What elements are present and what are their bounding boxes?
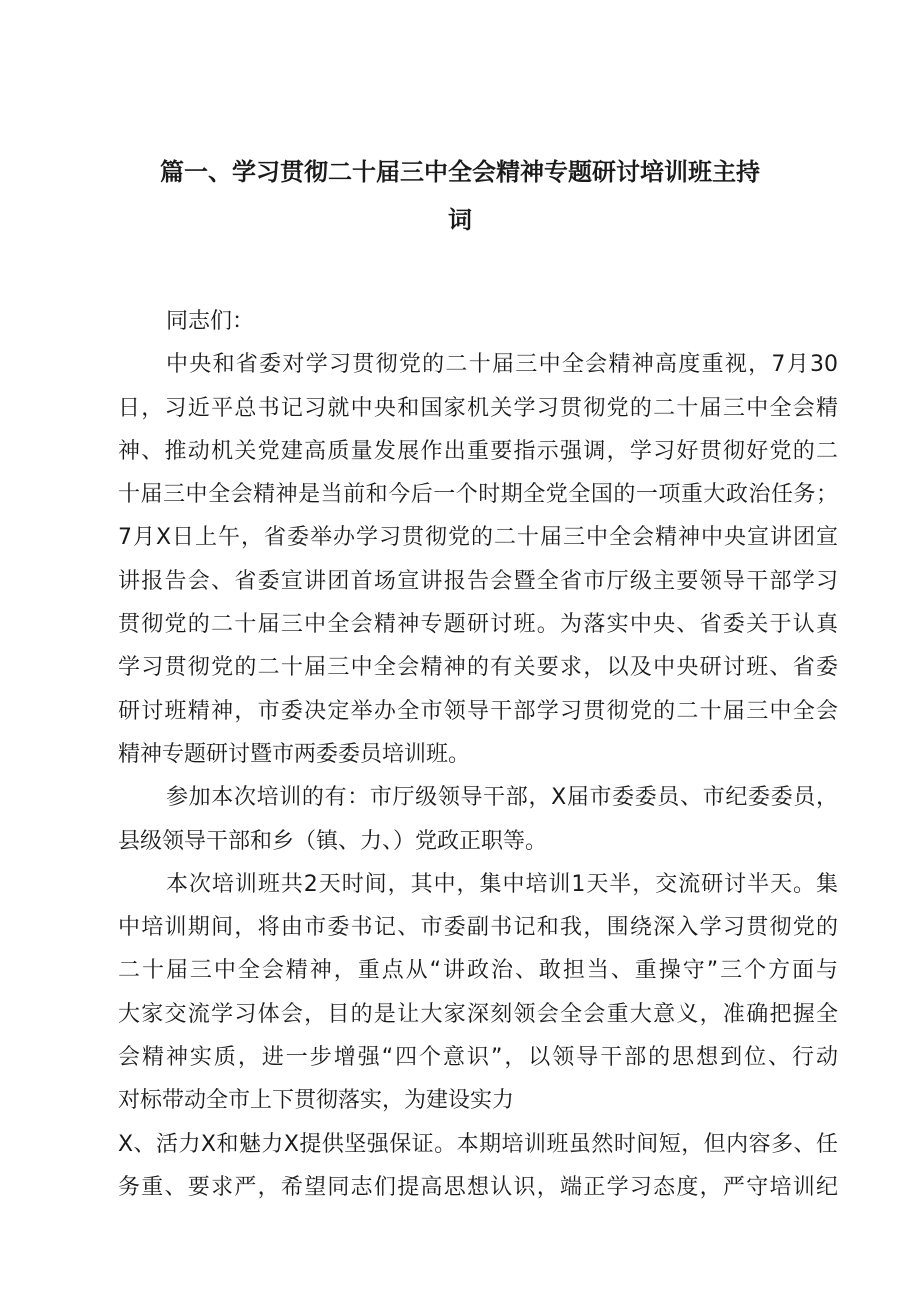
- body-text-line: 会精神实质，进一步增强“四个意识”，以领导干部的思想到位、行动: [118, 1045, 838, 1071]
- body-text-line: 神、推动机关党建高质量发展作出重要指示强调，学习好贯彻好党的二: [118, 438, 838, 464]
- document-body: [118, 300, 838, 1209]
- body-text-line: 日，习近平总书记习就中央和国家机关学习贯彻党的二十届三中全会精: [118, 395, 838, 421]
- body-text-line: 县级领导干部和乡（镇、力、）党政正职等。: [118, 828, 548, 854]
- body-text-line: 中培训期间，将由市委书记、市委副书记和我，围绕深入学习贯彻党的: [118, 915, 838, 941]
- body-text-line: 二十届三中全会精神，重点从“讲政治、敢担当、重操守”三个方面与: [118, 958, 838, 984]
- document-title-line-2: 词: [448, 206, 472, 234]
- body-text-line: 研讨班精神，市委决定举办全市领导干部学习贯彻党的二十届三中全会: [118, 698, 838, 724]
- body-text-line: 参加本次培训的有：市厅级领导干部，X届市委委员、市纪委委员，: [166, 785, 838, 811]
- body-text-line: 讲报告会、省委宣讲团首场宣讲报告会暨全省市厅级主要领导干部学习: [118, 568, 838, 594]
- body-text-line: 务重、要求严，希望同志们提高思想认识，端正学习态度，严守培训纪: [118, 1174, 838, 1200]
- body-text-line: 对标带动全市上下贯彻落实，为建设实力: [118, 1088, 515, 1114]
- body-text-line: 同志们：: [166, 309, 255, 334]
- body-text-line: 7月X日上午，省委举办学习贯彻党的二十届三中全会精神中央宣讲团宣: [118, 525, 838, 551]
- document-title-line-1: 篇一、学习贯彻二十届三中全会精神专题研讨培训班主持: [160, 158, 760, 186]
- body-text-line: 中央和省委对学习贯彻党的二十届三中全会精神高度重视，7月30: [166, 352, 838, 378]
- body-text-line: 精神专题研讨暨市两委委员培训班。: [118, 741, 471, 767]
- body-text-line: 十届三中全会精神是当前和今后一个时期全党全国的一项重大政治任务；: [118, 482, 838, 508]
- body-text-line: 大家交流学习体会，目的是让大家深刻领会全会重大意义，准确把握全: [118, 1001, 838, 1027]
- body-text-line: 学习贯彻党的二十届三中全会精神的有关要求，以及中央研讨班、省委: [118, 655, 838, 681]
- body-text-line: 本次培训班共2天时间，其中，集中培训1天半，交流研讨半天。集: [166, 871, 838, 897]
- body-text-line: 贯彻党的二十届三中全会精神专题研讨班。为落实中央、省委关于认真: [118, 612, 838, 638]
- body-text-line: X、活力X和魅力X提供坚强保证。本期培训班虽然时间短，但内容多、任: [118, 1131, 838, 1157]
